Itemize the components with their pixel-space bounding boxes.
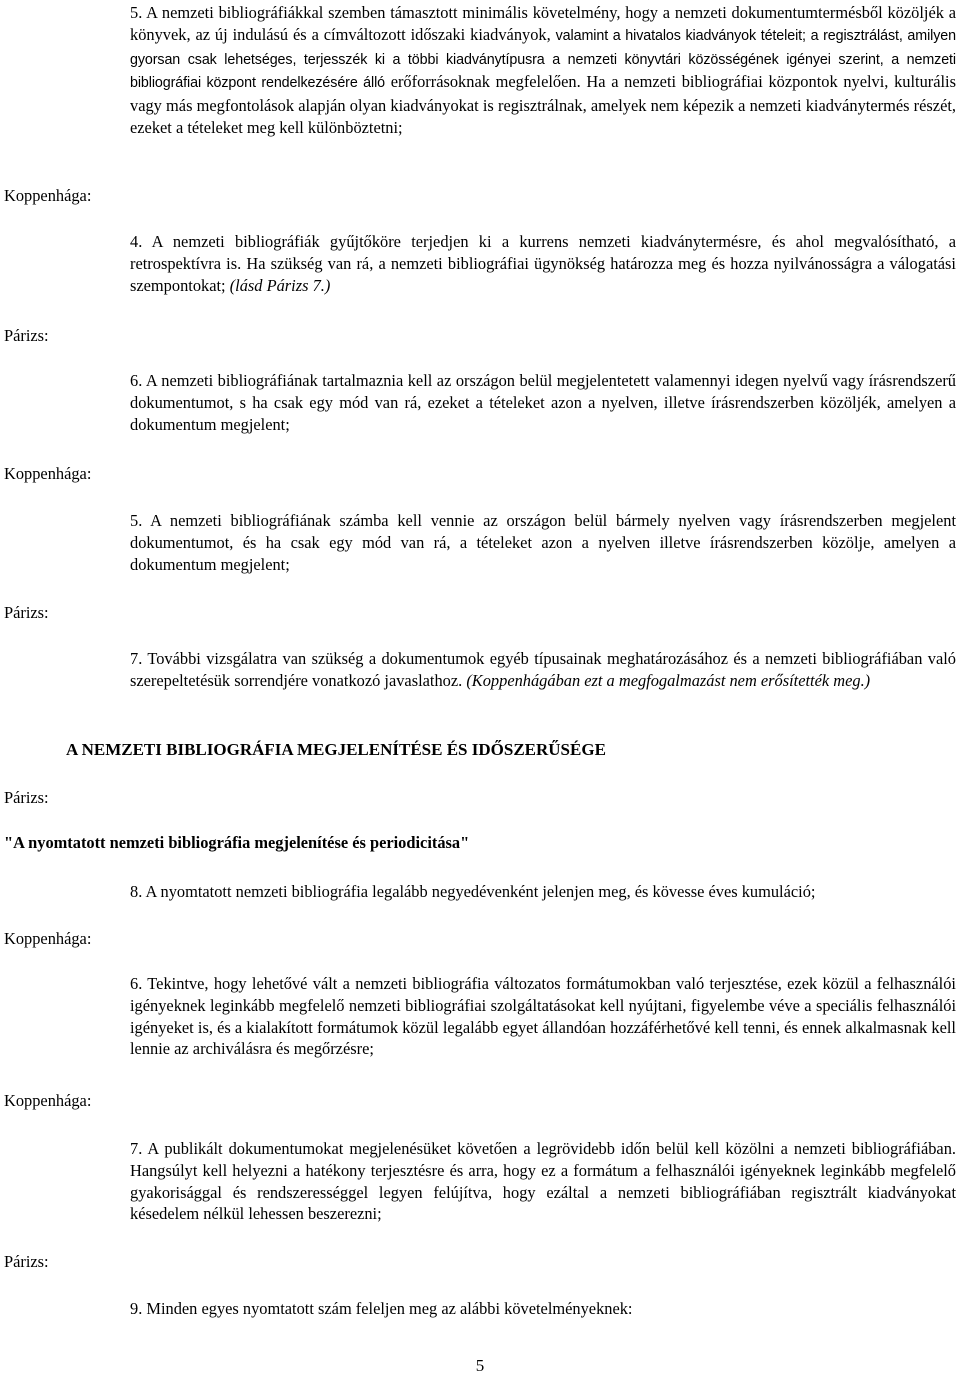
paragraph-text: 4. A nemzeti bibliográfiák gyűjtőköre terjedjen ki a kurrens nemzeti kiadványtermésre, és ahol megvalósítható, a retrospektívra is. (130, 232, 956, 273)
section-heading: A NEMZETI BIBLIOGRÁFIA MEGJELENÍTÉSE ÉS IDŐSZERŰSÉGE (66, 740, 606, 759)
label-parizs: Párizs: (4, 1252, 49, 1271)
paragraph-text: 7. További vizsgálatra van szükség a dokumentumok egyéb típusainak meghatározásához és a nemzeti bibliográfiában való szerepeltetésük sorrendjére vonatkozó javaslathoz. (130, 649, 956, 690)
paragraph-text: Ha szükség van rá, a nemzeti bibliográfiai ügynökség határozza meg és hozza nyilvánosságra a válogatási szempontokat; (130, 253, 956, 295)
paragraph-text: valamint a hivatalos kiadványok tételeit; a regisztrálást, amilyen gyorsan csak lehetséges, terjesszék ki a többi kiadványtípusra a nemzeti könyvtári közösségének igényei szerint, a nemzeti bibliográfiai központ rendelkezésére álló (130, 27, 956, 92)
paragraph-6-formats: 6. Tekintve, hogy lehetővé vált a nemzeti bibliográfia változatos formátumokban való terjesztése, ezek közül a felhasználói igényeknek leginkább megfelelő nemzeti bibliográfiai szolgáltatásokat kell nyújtani, figyelembe véve a speciális felhasználói igényeket is, és a kialakított formátumok közül legalább egyet állandóan hozzáférhetővé kell tenni, és ennek alkalmasnak kell lennie az archiválásra és megőrzésre; (130, 974, 956, 1059)
paragraph-text: Ha a nemzeti bibliográfiai központok nyelvi, kulturális vagy más megfontolások alapján olyan kiadványokat is regisztrálnak, amelyek nem képezik a nemzeti kiadványtermés részét, ezeket a tételeket meg kell különböztetni; (130, 72, 956, 137)
paragraph-5-minimum-requirements (130, 2, 956, 139)
paragraph-8-quarterly: 8. A nyomtatott nemzeti bibliográfia legalább negyedévenként jelenjen meg, és kövesse éves kumuláció; (130, 882, 816, 901)
paragraph-9-requirements: 9. Minden egyes nyomtatott szám feleljen meg az alábbi követelményeknek: (130, 1299, 633, 1318)
label-koppenhaga: Koppenhága: (4, 929, 92, 948)
page-number: 5 (475, 1356, 485, 1375)
paragraph-5-any-language: 5. A nemzeti bibliográfiának számba kell vennie az országon belül bármely nyelven vagy írásrendszerben megjelent dokumentumot, és ha csak egy mód van rá, a tételeket azon a nyelven illetve írásrendszerben közölje, amelyen a dokumentum megjelent; (130, 511, 956, 574)
label-koppenhaga: Koppenhága: (4, 464, 92, 483)
paragraph-7-timeliness: 7. A publikált dokumentumokat megjelenésüket követően a legrövidebb időn belül kell közölni a nemzeti bibliográfiában. Hangsúlyt kell helyezni a hatékony terjesztésre és arra, hogy ez a formátum a felhasználói igényeknek leginkább megfelelő gyakorisággal és rendszerességgel legyen felújítva, hogy ezáltal a nemzeti bibliográfiában regisztrált kiadványokat késedelem nélkül lehessen beszerezni; (130, 1139, 956, 1224)
label-parizs: Párizs: (4, 603, 49, 622)
cross-reference: (lásd Párizs 7.) (229, 275, 331, 295)
paragraph-7-further-study (130, 648, 956, 692)
label-parizs: Párizs: (4, 326, 49, 345)
label-koppenhaga: Koppenhága: (4, 1091, 92, 1110)
paragraph-text: erőforrásoknak megfelelően. (390, 72, 581, 92)
note: (Koppenhágában ezt a megfogalmazást nem erősítették meg.) (466, 670, 871, 690)
label-parizs: Párizs: (4, 788, 49, 807)
paragraph-text: 5. A nemzeti bibliográfiákkal szemben támasztott minimális követelmény, hogy a nemzeti dokumentumtermésből közöljék a könyvek, az új indulású és a címváltozott időszaki kiadványok, (130, 3, 956, 44)
section-subheading: "A nyomtatott nemzeti bibliográfia megjelenítése és periodicitása" (4, 833, 470, 852)
label-koppenhaga: Koppenhága: (4, 186, 92, 205)
paragraph-6-foreign-languages: 6. A nemzeti bibliográfiának tartalmaznia kell az országon belül megjelentetett valamennyi idegen nyelvű vagy írásrendszerű dokumentumot, s ha csak egy mód van rá, ezeket a tételeket azon a nyelven, illetve írásrendszerben közöljék, amelyen a dokumentum megjelent; (130, 371, 956, 434)
paragraph-4-scope (130, 231, 956, 296)
